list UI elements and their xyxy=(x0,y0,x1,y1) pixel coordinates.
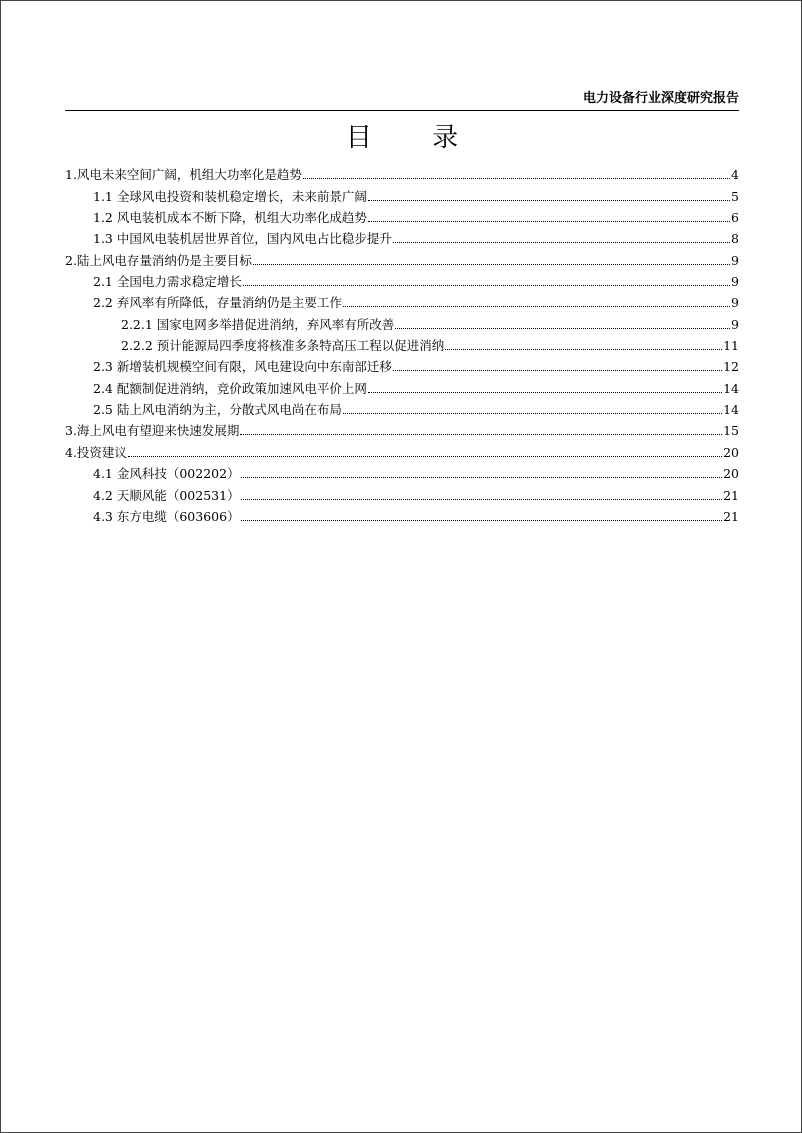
toc-entry-page-number: 21 xyxy=(723,487,739,503)
toc-entry-page-number: 9 xyxy=(731,316,739,332)
toc-dot-leader xyxy=(128,456,722,457)
toc-entry[interactable] xyxy=(65,397,739,418)
toc-entry-page-number: 11 xyxy=(723,338,739,354)
toc-entry-page-number: 4 xyxy=(731,167,739,183)
toc-entry-text: 2.2.2 预计能源局四季度将核准多条特高压工程以促进消纳 xyxy=(121,338,445,354)
toc-entry[interactable] xyxy=(65,290,739,311)
toc-entry-text: 4.1 金风科技（002202） xyxy=(93,466,240,482)
toc-entry[interactable] xyxy=(65,183,739,204)
toc-dot-leader xyxy=(240,434,722,435)
toc-dot-leader xyxy=(241,499,723,500)
toc-entry-page-number: 12 xyxy=(723,359,739,375)
toc-entry-page-number: 5 xyxy=(731,188,739,204)
toc-entry-page-number: 14 xyxy=(723,380,739,396)
toc-entry-page-number: 9 xyxy=(731,295,739,311)
toc-entry-text: 1.1 全球风电投资和装机稳定增长，未来前景广阔 xyxy=(93,188,367,204)
toc-entry-text: 2.5 陆上风电消纳为主，分散式风电尚在布局 xyxy=(93,402,342,418)
toc-entry-text: 4.2 天顺风能（002531） xyxy=(93,487,240,503)
toc-entry-text: 2.3 新增装机规模空间有限，风电建设向中东南部迁移 xyxy=(93,359,392,375)
toc-entry-page-number: 6 xyxy=(731,210,739,226)
toc-dot-leader xyxy=(445,349,722,350)
toc-entry[interactable] xyxy=(65,333,739,354)
toc-entry[interactable] xyxy=(65,482,739,503)
toc-dot-leader xyxy=(241,477,723,478)
toc-dot-leader xyxy=(368,200,730,201)
toc-entry[interactable] xyxy=(65,247,739,268)
toc-entry-text: 4.3 东方电缆（603606） xyxy=(93,508,240,524)
toc-entry-page-number: 20 xyxy=(723,444,739,460)
toc-entry[interactable] xyxy=(65,226,739,247)
toc-entry[interactable] xyxy=(65,418,739,439)
toc-entry-text: 2.4 配额制促进消纳，竞价政策加速风电平价上网 xyxy=(93,380,367,396)
toc-entry[interactable] xyxy=(65,205,739,226)
toc-dot-leader xyxy=(393,242,730,243)
toc-dot-leader xyxy=(241,520,723,521)
toc-entry-page-number: 14 xyxy=(723,402,739,418)
toc-entry[interactable] xyxy=(65,269,739,290)
toc-entry-text: 2.1 全国电力需求稳定增长 xyxy=(93,274,242,290)
toc-entry[interactable] xyxy=(65,439,739,460)
toc-entry-text: 1.3 中国风电装机居世界首位，国内风电占比稳步提升 xyxy=(93,231,392,247)
toc-entry-page-number: 15 xyxy=(723,423,739,439)
report-header: 电力设备行业深度研究报告 xyxy=(582,91,739,106)
toc-dot-leader xyxy=(243,285,730,286)
toc-entry[interactable] xyxy=(65,504,739,525)
toc-entry-text: 2.陆上风电存量消纳仍是主要目标 xyxy=(65,252,252,268)
toc-entry-text: 2.2 弃风率有所降低，存量消纳仍是主要工作 xyxy=(93,295,342,311)
toc-entry[interactable] xyxy=(65,375,739,396)
toc-entry-text: 2.2.1 国家电网多举措促进消纳，弃风率有所改善 xyxy=(121,316,395,332)
toc-entry[interactable] xyxy=(65,311,739,332)
toc-dot-leader xyxy=(303,178,730,179)
toc-entry[interactable] xyxy=(65,354,739,375)
toc-entry-page-number: 9 xyxy=(731,252,739,268)
toc-dot-leader xyxy=(368,221,730,222)
toc-entry-page-number: 9 xyxy=(731,274,739,290)
toc-dot-leader xyxy=(343,413,722,414)
toc-entry-page-number: 21 xyxy=(723,508,739,524)
toc-entry-page-number: 20 xyxy=(723,466,739,482)
toc-entry[interactable] xyxy=(65,162,739,183)
toc-dot-leader xyxy=(368,392,722,393)
toc-entry-text: 4.投资建议 xyxy=(65,444,127,460)
toc-entry[interactable] xyxy=(65,461,739,482)
table-of-contents xyxy=(65,162,739,525)
toc-dot-leader xyxy=(343,306,730,307)
toc-dot-leader xyxy=(253,264,730,265)
toc-entry-text: 3.海上风电有望迎来快速发展期 xyxy=(65,423,240,439)
toc-entry-page-number: 8 xyxy=(731,231,739,247)
toc-entry-text: 1.2 风电装机成本不断下降，机组大功率化成趋势 xyxy=(93,210,367,226)
toc-dot-leader xyxy=(393,370,722,371)
toc-entry-text: 1.风电未来空间广阔，机组大功率化是趋势 xyxy=(65,167,302,183)
header-divider xyxy=(65,110,739,111)
toc-title: 目 录 xyxy=(345,123,485,153)
toc-dot-leader xyxy=(395,328,730,329)
